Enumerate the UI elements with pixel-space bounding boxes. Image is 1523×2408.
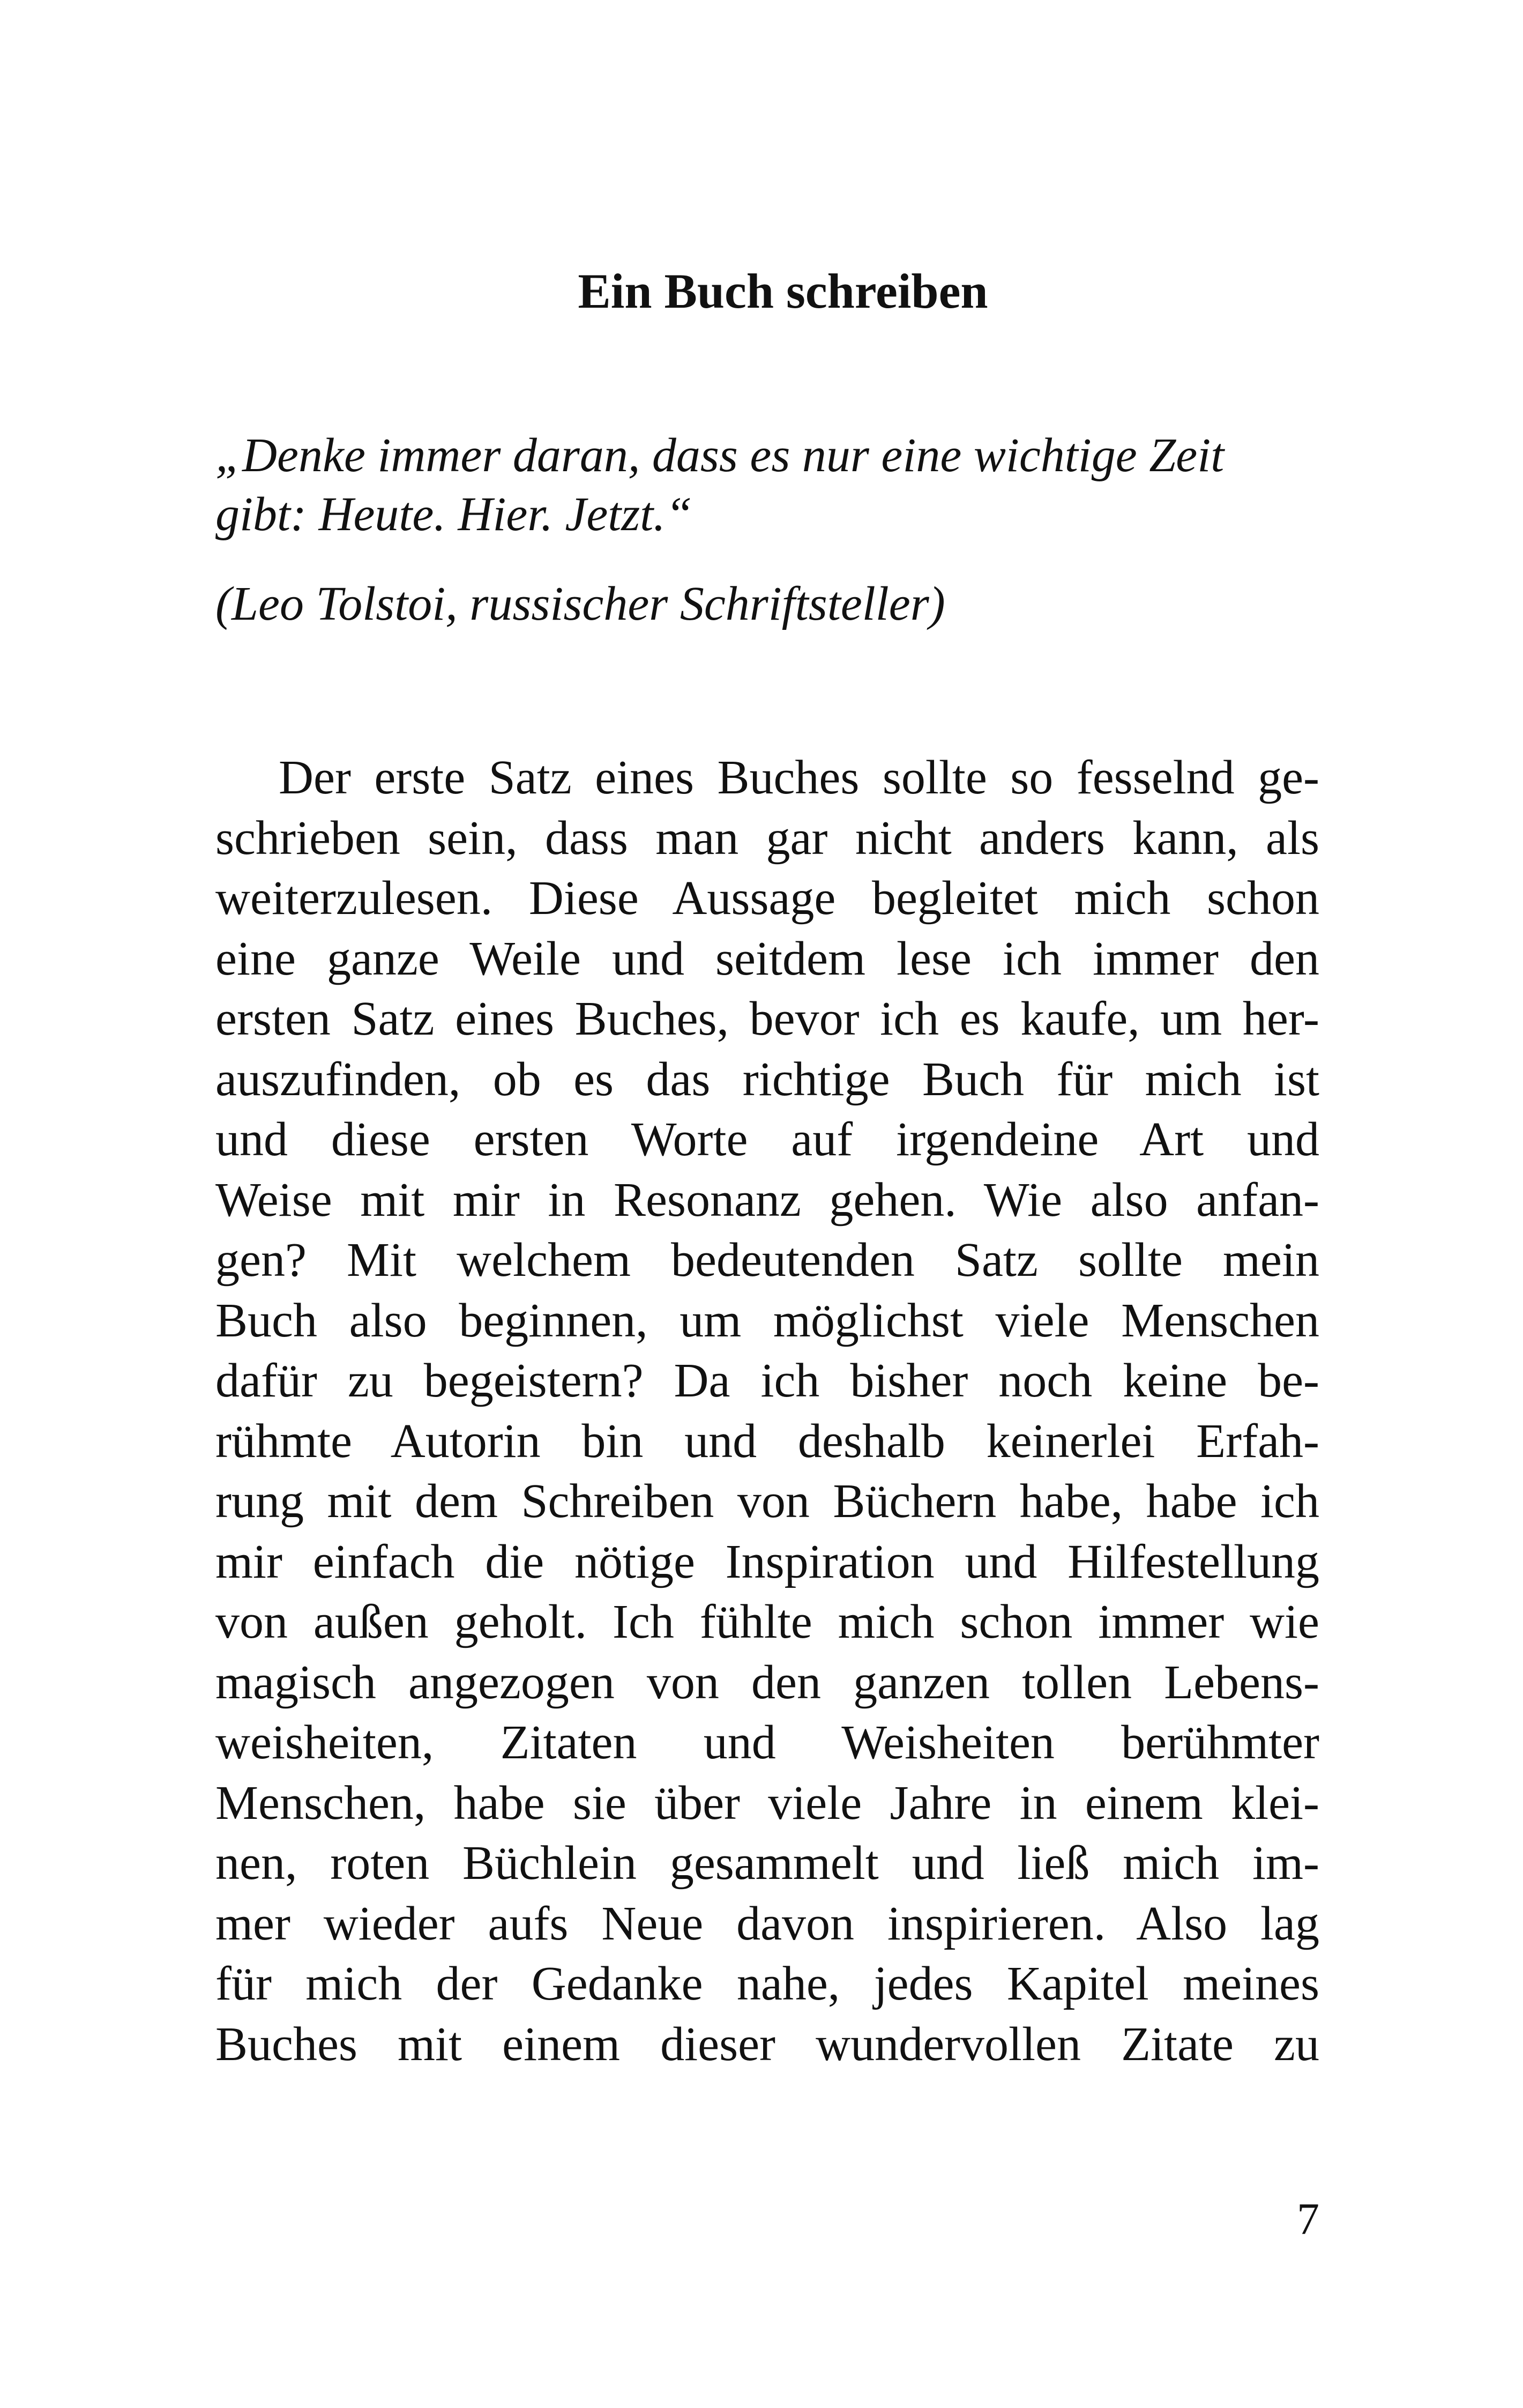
body-line: schrieben sein, dass man gar nicht anders kann, als xyxy=(215,811,1319,865)
body-line: Der erste Satz eines Buches sollte so fesselnd ge- xyxy=(279,751,1319,804)
page-number: 7 xyxy=(1297,2194,1319,2244)
epigraph-line: gibt: Heute. Hier. Jetzt.“ xyxy=(215,488,692,541)
body-line: weiterzulesen. Diese Aussage begleitet mich schon xyxy=(215,872,1319,925)
chapter-title: Ein Buch schreiben xyxy=(578,264,988,318)
body-line: dafür zu begeistern? Da ich bisher noch keine be- xyxy=(215,1354,1319,1407)
body-line: rühmte Autorin bin und deshalb keinerlei Erfah- xyxy=(215,1414,1319,1468)
body-line: mer wieder aufs Neue davon inspirieren. Also lag xyxy=(215,1897,1319,1950)
body-line: rung mit dem Schreiben von Büchern habe, habe ich xyxy=(215,1475,1319,1528)
body-line: eine ganze Weile und seitdem lese ich immer den xyxy=(215,932,1319,985)
body-line: und diese ersten Worte auf irgendeine Art und xyxy=(215,1113,1319,1166)
epigraph-source: (Leo Tolstoi, russischer Schriftsteller) xyxy=(215,577,945,630)
body-line: weisheiten, Zitaten und Weisheiten berühmter xyxy=(215,1716,1319,1769)
epigraph-line: „Denke immer daran, dass es nur eine wichtige Zeit xyxy=(215,429,1225,482)
body-line: Buches mit einem dieser wundervollen Zitate zu xyxy=(215,2017,1319,2071)
body-line: Menschen, habe sie über viele Jahre in einem klei- xyxy=(215,1776,1319,1830)
body-line: von außen geholt. Ich fühlte mich schon immer wie xyxy=(215,1595,1319,1648)
body-line: auszufinden, ob es das richtige Buch für mich ist xyxy=(215,1052,1319,1106)
body-line: nen, roten Büchlein gesammelt und ließ mich im- xyxy=(215,1837,1319,1890)
body-line: mir einfach die nötige Inspiration und Hilfestellung xyxy=(215,1535,1319,1588)
body-line: Buch also beginnen, um möglichst viele Menschen xyxy=(215,1294,1319,1347)
body-line: magisch angezogen von den ganzen tollen Lebens- xyxy=(215,1655,1319,1709)
body-line: gen? Mit welchem bedeutenden Satz sollte mein xyxy=(215,1233,1319,1287)
body-paragraph xyxy=(215,748,1319,2075)
epigraph-quote xyxy=(215,426,1319,544)
body-line: ersten Satz eines Buches, bevor ich es kaufe, um her- xyxy=(215,992,1319,1045)
body-line: Weise mit mir in Resonanz gehen. Wie also anfan- xyxy=(215,1173,1319,1227)
body-line: für mich der Gedanke nahe, jedes Kapitel meines xyxy=(215,1957,1319,2010)
